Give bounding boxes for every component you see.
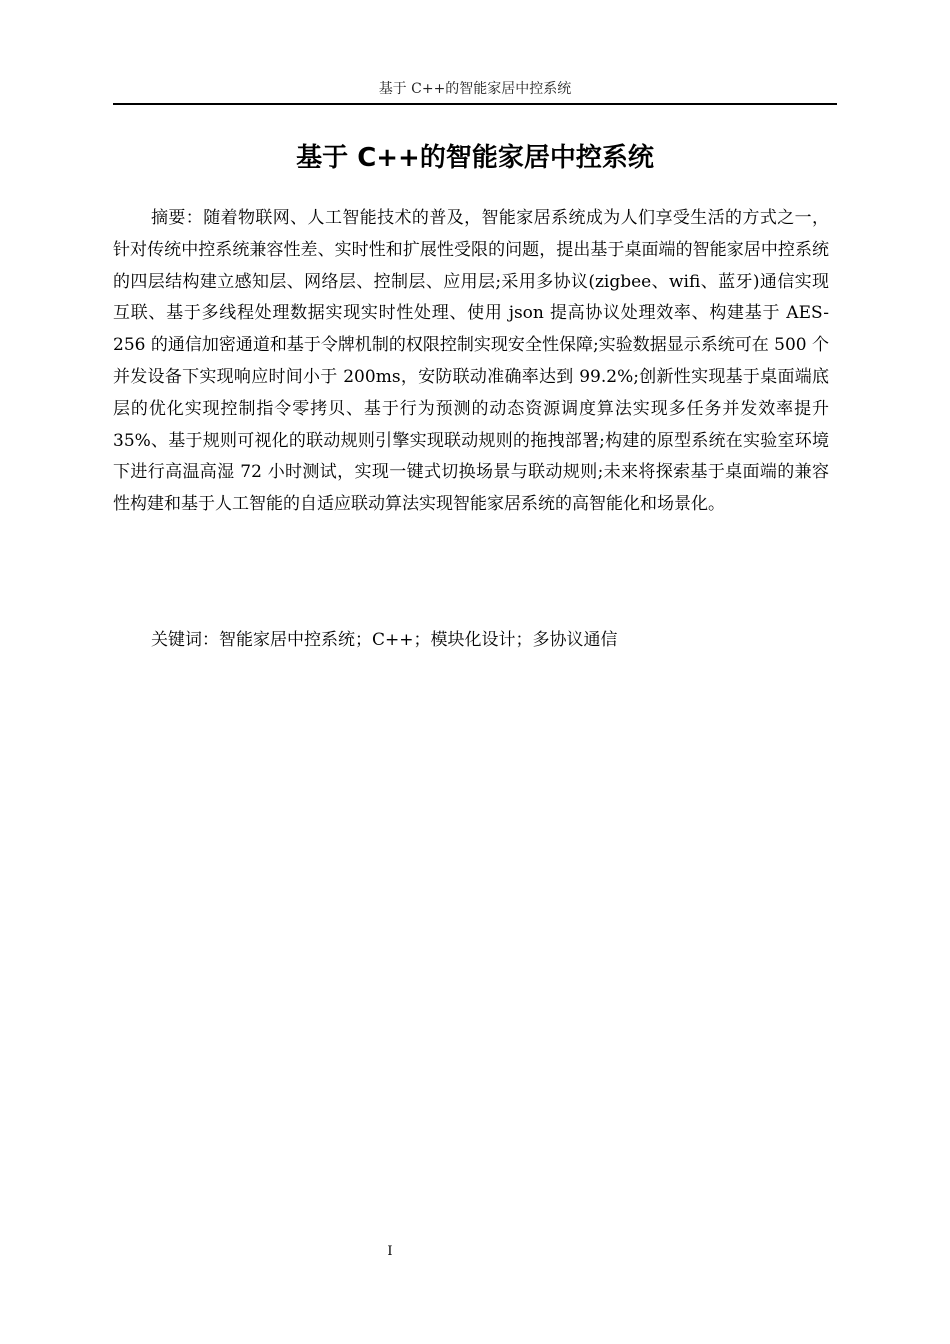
- abstract-label: 摘要：: [151, 208, 204, 228]
- page-number: I: [387, 1244, 393, 1259]
- document-title: 基于 C++的智能家居中控系统: [296, 143, 654, 173]
- keywords-label: 关键词：: [151, 630, 219, 650]
- header-divider: [113, 103, 837, 105]
- abstract-text: 随着物联网、人工智能技术的普及，智能家居系统成为人们享受生活的方式之一，针对传统中控系统兼容性差、实时性和扩展性受限的问题，提出基于桌面端的智能家居中控系统的四层结构建立感知层、网络层、控制层、应用层;采用多协议(zigbee、wifi、蓝牙)通信实现互联、基于多线程处理数据实现实时性处理、使用 json 提高协议处理效率、构建基于 AES-256 的通信加密通道和基于令牌机制的权限控制实现安全性保障;实验数据显示系统可在 500 个并发设备下实现响应时间小于 200ms，安防联动准确率达到 99.2%;创新性实现基于桌面端底层的优化实现控制指令零拷贝、基于行为预测的动态资源调度算法实现多任务并发效率提升 35%、基于规则可视化的联动规则引擎实现联动规则的拖拽部署;构建的原型系统在实验室环境下进行高温高湿 72 小时测试，实现一键式切换场景与联动规则;未来将探索基于桌面端的兼容性构建和基于人工智能的自适应联动算法实现智能家居系统的高智能化和场景化。: [113, 208, 830, 515]
- running-header: 基于 C++的智能家居中控系统: [378, 81, 572, 97]
- keywords-line: [151, 624, 831, 656]
- abstract-paragraph: [113, 203, 829, 521]
- keywords-text: 智能家居中控系统；C++；模块化设计；多协议通信: [219, 630, 618, 650]
